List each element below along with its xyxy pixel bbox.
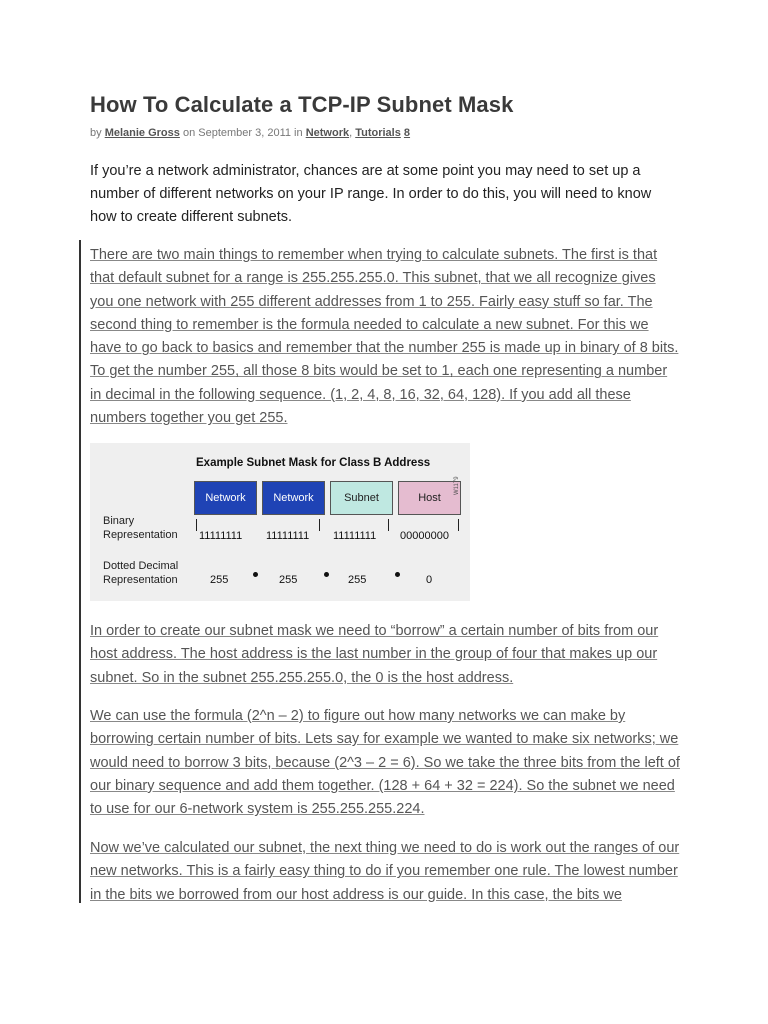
binary-value-2: 11111111 <box>266 530 310 542</box>
intro-paragraph: If you’re a network administrator, chances are at some point you may need to set up a number of different networks on your IP range. In order to do this, you will need to know how to create different subnets. <box>90 163 652 225</box>
decimal-dot-1 <box>253 572 258 577</box>
binary-tick-2 <box>319 519 320 531</box>
decimal-value-2: 255 <box>279 574 298 586</box>
author-link[interactable]: Melanie Gross <box>104 127 180 139</box>
quote-paragraph-2[interactable]: In order to create our subnet mask we need to “borrow” a certain number of bits from our host address. The host address is the last number in the group of four that makes up our subnet. So in the subnet 255.255.255.0, the 0 is the host address. <box>90 623 659 686</box>
subnet-box: Subnet <box>330 481 393 515</box>
category-link-tutorials[interactable]: Tutorials <box>355 127 401 139</box>
figure-title: Example Subnet Mask for Class B Address <box>196 457 431 469</box>
category-link-network[interactable]: Network <box>305 127 350 139</box>
quote-paragraph-1[interactable]: There are two main things to remember when trying to calculate subnets. The first is that that default subnet for a range is 255.255.255.0. This subnet, that we all recognize gives you one network with 255 different addresses from 1 to 255. Fairly easy stuff so far. The second thing to remember is the formula needed to calculate a new subnet. For this we have to go back to basics and remember that the number 255 is made up in binary of 8 bits. To get the number 255, all those 8 bits would be set to 1, each one representing a number in decimal in the following sequence. (1, 2, 4, 8, 16, 32, 64, 128). If you add all these numbers together you get 255. <box>90 247 679 427</box>
quote-paragraph-4[interactable]: Now we’ve calculated our subnet, the next thing we need to do is work out the ranges of our new networks. This is a fairly easy thing to do if you remember one rule. The lowest number in the bits we borrowed from our host address is our guide. In this case, the bits we <box>90 840 680 903</box>
decimal-row-label <box>103 559 178 587</box>
binary-value-1: 11111111 <box>199 530 243 542</box>
byline-by: by <box>90 127 102 139</box>
binary-value-4: 00000000 <box>400 530 449 542</box>
byline-separator: , <box>349 127 353 139</box>
blockquote-rule <box>79 240 81 903</box>
binary-tick-3 <box>388 519 389 531</box>
decimal-dot-2 <box>324 572 329 577</box>
byline <box>90 127 410 139</box>
byline-date: on September 3, 2011 in <box>182 127 303 139</box>
binary-value-3: 11111111 <box>333 530 377 542</box>
decimal-value-1: 255 <box>210 574 229 586</box>
binary-row-label <box>103 514 178 542</box>
subnet-mask-figure <box>90 443 470 601</box>
decimal-value-3: 255 <box>348 574 367 586</box>
decimal-label-line-2: Representation <box>103 574 178 586</box>
article-title: How To Calculate a TCP-IP Subnet Mask <box>90 92 514 117</box>
decimal-label-line-1: Dotted Decimal <box>103 560 179 572</box>
binary-tick-1 <box>196 519 197 531</box>
quote-paragraph-3[interactable]: We can use the formula (2^n – 2) to figure out how many networks we can make by borrowing certain number of bits. Lets say for example we wanted to make six networks; we would need to borrow 3 bits, because (2^3 – 2 = 6). So we take the three bits from the left of our binary sequence and add them together. (128 + 64 + 32 = 224). So the subnet we need to use for our 6-network system is 255.255.255.224. <box>90 708 680 818</box>
network-box-1: Network <box>194 481 257 515</box>
binary-label-line-2: Representation <box>103 529 178 541</box>
decimal-value-4: 0 <box>426 574 433 586</box>
decimal-dot-3 <box>395 572 400 577</box>
network-box-2: Network <box>262 481 325 515</box>
binary-label-line-1: Binary <box>103 515 135 527</box>
comment-count-link[interactable]: 8 <box>403 127 411 139</box>
figure-id-note: W1179 <box>454 476 460 495</box>
host-box: Host <box>398 481 461 515</box>
binary-tick-4 <box>458 519 459 531</box>
